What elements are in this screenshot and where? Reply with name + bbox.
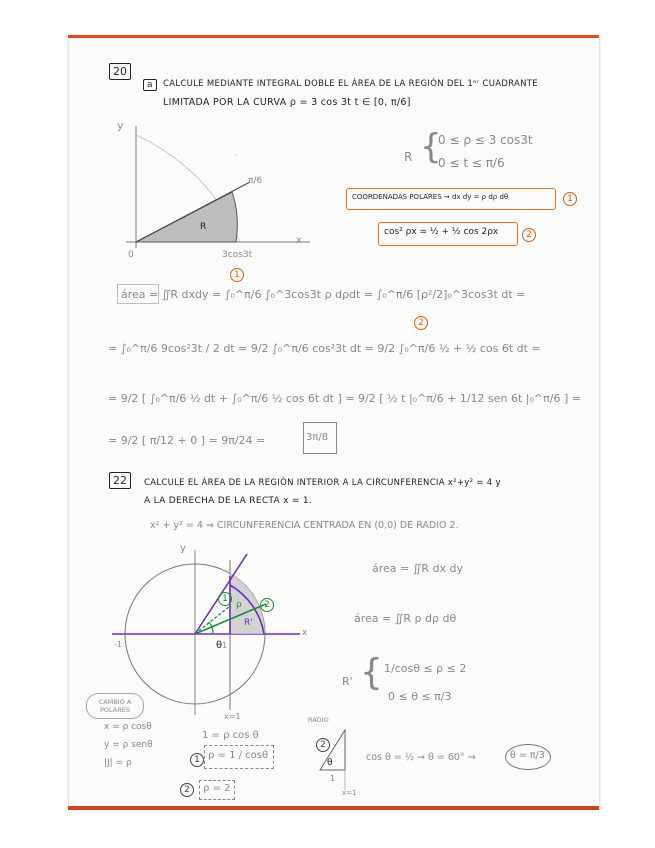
ex20-answer: 3π/8 — [306, 432, 329, 443]
cos-identity-text: cos² ρx = ½ + ½ cos 2ρx — [384, 227, 499, 237]
ex20-graph-region: R — [200, 222, 207, 232]
ex20-graph-origin: 0 — [128, 250, 134, 260]
ex22-area-eq2: área = ∬R ρ dρ dθ — [354, 612, 457, 625]
ex20-region-brace: { — [420, 127, 442, 167]
ex22-circle-note: x² + y² = 4 ⇝ CIRCUNFERENCIA CENTRADA EN (0,0) DE RADIO 2. — [150, 520, 459, 531]
ex20-graph-angle: π/6 — [248, 176, 263, 186]
ex22-graph-theta: θ — [216, 640, 223, 651]
ex22-statement-line2: A LA DERECHA DE LA RECTA x = 1. — [144, 496, 313, 506]
ex22-rp-label: R' — [342, 675, 353, 688]
ex22-graph-1: 1 — [222, 641, 228, 650]
ex20-graph-x: x — [296, 235, 302, 246]
cambio-eq2: y = ρ senθ — [104, 740, 153, 750]
ex22-statement-line1: CALCULE EL ÁREA DE LA REGIÓN INTERIOR A LA CIRCUNFERENCIA x²+y² = 4 y — [144, 478, 501, 488]
rho-eq1: 1 = ρ cos θ — [202, 730, 259, 741]
polar-tag: 1 — [563, 192, 577, 206]
tri-angle: θ — [327, 758, 333, 768]
ex20-line2: = ∫₀^π/6 9cos²3t / 2 dt = 9/2 ∫₀^π/6 cos²3t dt = 9/2 ∫₀^π/6 ½ + ½ cos 6t dt = — [108, 342, 541, 355]
ex22-graph-m1: -1 — [114, 640, 122, 649]
ex22-rp-cond1: 1/cosθ ≤ ρ ≤ 2 — [384, 662, 467, 675]
tri-base: 1 — [330, 774, 336, 783]
ex22-graph-region: R' — [244, 618, 253, 628]
rho-eq3: ρ = 2 — [203, 783, 231, 794]
ex22-graph-line: x=1 — [224, 712, 241, 721]
part-a-label: a — [143, 79, 157, 91]
exercise-22-number: 22 — [109, 472, 131, 489]
ex22-tag1: 1 — [218, 592, 232, 606]
ex22-graph-y: y — [180, 543, 186, 554]
line1-ref: 1 — [230, 268, 244, 282]
cos-tag: 2 — [522, 228, 536, 242]
theta-final: θ = π/3 — [510, 750, 545, 761]
svg-text:·: · — [235, 151, 238, 160]
tri-x: x=1 — [342, 789, 357, 797]
cambio-eq3: |J| = ρ — [104, 758, 132, 768]
ex20-graph-xmark: 3cos3t — [222, 250, 253, 260]
ex20-line1: área = ∬R dxdy = ∫₀^π/6 ∫₀^3cos3t ρ dρdt = ∫₀^π/6 [ρ²/2]₀^3cos3t dt = — [121, 288, 526, 301]
cos-result: cos θ = ½ ⇝ θ = 60° ⇝ — [366, 752, 476, 763]
line2-ref: 2 — [414, 316, 428, 330]
polar-coordinates-text: COORDENADAS POLARES ⇝ dx dy = ρ dρ dθ — [352, 193, 509, 201]
cambio-label: CAMBIO A POLARES — [98, 698, 132, 714]
rho-eq1-ref: 1 — [190, 753, 204, 767]
ex20-statement-line2: LIMITADA POR LA CURVA ρ = 3 cos 3t t ∈ [0, π/6] — [163, 97, 411, 108]
ex20-line3: = 9/2 [ ∫₀^π/6 ½ dt + ∫₀^π/6 ½ cos 6t dt ] = 9/2 [ ½ t |₀^π/6 + 1/12 sen 6t |₀^π/6 ] = — [108, 392, 581, 405]
ex22-rp-brace: { — [360, 652, 383, 693]
exercise-20-number: 20 — [109, 63, 131, 80]
ex20-region-cond2: 0 ≤ t ≤ π/6 — [438, 156, 505, 170]
ex20-region-cond1: 0 ≤ ρ ≤ 3 cos3t — [438, 133, 533, 147]
ex22-graph-rho: ρ — [236, 600, 242, 610]
ex22-rp-cond2: 0 ≤ θ ≤ π/3 — [388, 690, 452, 703]
ex22-tag2: 2 — [260, 598, 274, 612]
tri-top: RADIO — [308, 716, 329, 724]
ex22-area-eq1: área = ∬R dx dy — [372, 562, 464, 575]
ex20-line4: = 9/2 [ π/12 + 0 ] = 9π/24 = — [108, 434, 266, 447]
ex22-graph-x: x — [302, 628, 308, 638]
rho-eq2: ρ = 1 / cosθ — [208, 750, 269, 761]
ex20-graph-y: y — [117, 119, 124, 132]
ex20-region-label: R — [404, 150, 413, 164]
rho-eq3-ref: 2 — [180, 783, 194, 797]
tri-side: 2 — [316, 738, 330, 752]
ex20-statement-line1: CALCULE MEDIANTE INTEGRAL DOBLE EL ÁREA DE LA REGIÓN DEL 1ᵉʳ CUADRANTE — [163, 79, 538, 89]
cambio-eq1: x = ρ cosθ — [104, 722, 152, 732]
